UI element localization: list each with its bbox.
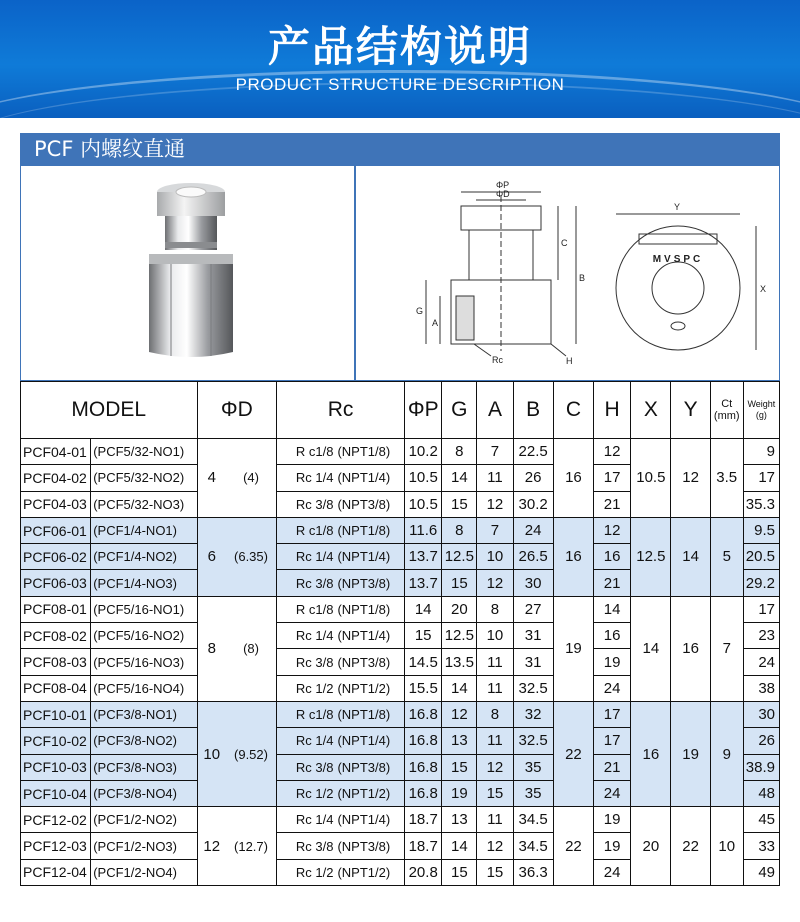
h-leader (551, 344, 566, 356)
fitting-photo-illustration (21, 166, 354, 380)
header-model: MODEL (21, 382, 198, 439)
npt-thread-cell: (NPT1/8) (336, 596, 404, 622)
weight-label: Weight (747, 399, 776, 409)
h-cell: 12 (594, 517, 631, 543)
header-banner (0, 0, 800, 118)
od-inch-cell: (4) (226, 439, 277, 518)
inch-model-cell: (PCF1/2-NO2) (91, 807, 197, 833)
b-cell: 35 (513, 754, 553, 780)
table-row (21, 517, 780, 543)
weight-cell: 26 (743, 728, 779, 754)
weight-cell: 23 (743, 623, 779, 649)
ct-cell: 9 (710, 701, 743, 806)
g-cell: 15 (442, 570, 477, 596)
drawing-thread-section (456, 296, 474, 340)
header-a: A (477, 382, 513, 439)
label-phi-p: ΦP (496, 180, 510, 190)
op-cell: 10.5 (405, 465, 442, 491)
rc-thread-cell: Rc 1/2 (277, 675, 337, 701)
end-view-circle (616, 226, 740, 350)
model-cell: PCF06-03 (21, 570, 91, 596)
a-cell: 8 (477, 596, 513, 622)
weight-cell: 17 (743, 596, 779, 622)
h-cell: 24 (594, 859, 631, 885)
g-cell: 15 (442, 491, 477, 517)
a-cell: 11 (477, 675, 513, 701)
a-cell: 10 (477, 623, 513, 649)
header-od: ΦD (197, 382, 277, 439)
header-y: Y (671, 382, 710, 439)
y-cell: 22 (671, 807, 710, 886)
a-cell: 12 (477, 570, 513, 596)
h-cell: 21 (594, 570, 631, 596)
model-cell: PCF06-01 (21, 517, 91, 543)
b-cell: 31 (513, 649, 553, 675)
inch-model-cell: (PCF3/8-NO3) (91, 754, 197, 780)
model-cell: PCF08-04 (21, 675, 91, 701)
weight-cell: 35.3 (743, 491, 779, 517)
model-cell: PCF08-01 (21, 596, 91, 622)
g-cell: 8 (442, 517, 477, 543)
inch-model-cell: (PCF3/8-NO4) (91, 780, 197, 806)
b-cell: 32.5 (513, 728, 553, 754)
h-cell: 16 (594, 544, 631, 570)
a-cell: 12 (477, 754, 513, 780)
spec-table (20, 381, 780, 886)
ct-label: Ct (721, 398, 733, 410)
inch-model-cell: (PCF3/8-NO2) (91, 728, 197, 754)
npt-thread-cell: (NPT3/8) (336, 570, 404, 596)
model-cell: PCF12-02 (21, 807, 91, 833)
g-cell: 12 (442, 701, 477, 727)
inch-model-cell: (PCF1/4-NO2) (91, 544, 197, 570)
inch-model-cell: (PCF1/4-NO3) (91, 570, 197, 596)
od-inch-cell: (12.7) (226, 807, 277, 886)
op-cell: 10.5 (405, 491, 442, 517)
rc-thread-cell: R c1/8 (277, 701, 337, 727)
weight-cell: 29.2 (743, 570, 779, 596)
weight-unit: (g) (755, 410, 767, 420)
technical-drawing (356, 166, 779, 380)
g-cell: 12.5 (442, 544, 477, 570)
weight-cell: 30 (743, 701, 779, 727)
model-cell: PCF12-04 (21, 859, 91, 885)
c-cell: 16 (553, 517, 593, 596)
b-cell: 32.5 (513, 675, 553, 701)
h-cell: 24 (594, 675, 631, 701)
b-cell: 30 (513, 570, 553, 596)
h-cell: 24 (594, 780, 631, 806)
h-cell: 16 (594, 623, 631, 649)
inch-model-cell: (PCF5/16-NO2) (91, 623, 197, 649)
hex-shoulder (149, 254, 233, 264)
dimension-drawing (356, 166, 779, 380)
product-image-row (20, 165, 780, 381)
table-header (21, 382, 780, 439)
label-c: C (561, 238, 568, 248)
op-cell: 16.8 (405, 780, 442, 806)
h-cell: 14 (594, 596, 631, 622)
npt-thread-cell: (NPT1/4) (336, 807, 404, 833)
g-cell: 14 (442, 833, 477, 859)
label-h: H (566, 356, 573, 366)
op-cell: 15 (405, 623, 442, 649)
g-cell: 13 (442, 728, 477, 754)
rc-thread-cell: Rc 1/4 (277, 465, 337, 491)
header-g: G (442, 382, 477, 439)
c-cell: 22 (553, 701, 593, 806)
op-cell: 13.7 (405, 570, 442, 596)
label-y: Y (674, 202, 681, 212)
a-cell: 12 (477, 833, 513, 859)
op-cell: 18.7 (405, 833, 442, 859)
table-body (21, 439, 780, 886)
rc-thread-cell: Rc 1/4 (277, 728, 337, 754)
h-cell: 17 (594, 728, 631, 754)
a-cell: 11 (477, 728, 513, 754)
model-cell: PCF08-02 (21, 623, 91, 649)
end-view-slot (671, 322, 685, 330)
g-cell: 14 (442, 465, 477, 491)
rc-thread-cell: Rc 3/8 (277, 754, 337, 780)
inch-model-cell: (PCF5/32-NO3) (91, 491, 197, 517)
product-photo (21, 166, 356, 380)
header-weight (743, 382, 779, 439)
inch-model-cell: (PCF5/16-NO1) (91, 596, 197, 622)
header-rc: Rc (277, 382, 405, 439)
b-cell: 34.5 (513, 833, 553, 859)
weight-cell: 9.5 (743, 517, 779, 543)
table-row (21, 807, 780, 833)
label-a: A (432, 318, 439, 328)
rc-thread-cell: Rc 1/2 (277, 859, 337, 885)
b-cell: 24 (513, 517, 553, 543)
weight-cell: 48 (743, 780, 779, 806)
npt-thread-cell: (NPT1/4) (336, 544, 404, 570)
inch-model-cell: (PCF5/32-NO1) (91, 439, 197, 465)
rc-leader (474, 344, 491, 356)
weight-cell: 38.9 (743, 754, 779, 780)
npt-thread-cell: (NPT1/8) (336, 701, 404, 727)
a-cell: 15 (477, 859, 513, 885)
b-cell: 35 (513, 780, 553, 806)
a-cell: 12 (477, 491, 513, 517)
op-cell: 16.8 (405, 701, 442, 727)
a-cell: 11 (477, 807, 513, 833)
op-cell: 10.2 (405, 439, 442, 465)
npt-thread-cell: (NPT1/4) (336, 728, 404, 754)
h-cell: 17 (594, 701, 631, 727)
label-rc: Rc (492, 355, 503, 365)
tube-hole (176, 187, 206, 197)
op-cell: 14.5 (405, 649, 442, 675)
model-cell: PCF10-03 (21, 754, 91, 780)
inch-model-cell: (PCF1/4-NO1) (91, 517, 197, 543)
npt-thread-cell: (NPT1/8) (336, 517, 404, 543)
ct-unit: (mm) (713, 410, 740, 422)
g-cell: 13 (442, 807, 477, 833)
table-row (21, 439, 780, 465)
end-view-flat (639, 234, 717, 244)
weight-cell: 20.5 (743, 544, 779, 570)
table-row (21, 701, 780, 727)
rc-thread-cell: Rc 3/8 (277, 570, 337, 596)
rc-thread-cell: Rc 1/4 (277, 623, 337, 649)
end-view-bore (652, 262, 704, 314)
model-cell: PCF10-01 (21, 701, 91, 727)
npt-thread-cell: (NPT1/2) (336, 859, 404, 885)
rc-thread-cell: Rc 1/4 (277, 807, 337, 833)
x-cell: 12.5 (631, 517, 671, 596)
rc-thread-cell: R c1/8 (277, 439, 337, 465)
label-phi-d: ΦD (496, 189, 510, 199)
inch-model-cell: (PCF1/2-NO3) (91, 833, 197, 859)
section-title: PCF 内螺纹直通 (20, 133, 780, 165)
x-cell: 20 (631, 807, 671, 886)
y-cell: 19 (671, 701, 710, 806)
model-cell: PCF04-02 (21, 465, 91, 491)
ct-cell: 10 (710, 807, 743, 886)
op-cell: 16.8 (405, 728, 442, 754)
od-cell: 6 (197, 517, 226, 596)
a-cell: 11 (477, 465, 513, 491)
g-cell: 15 (442, 859, 477, 885)
body-groove (165, 242, 217, 248)
rc-thread-cell: Rc 3/8 (277, 649, 337, 675)
od-inch-cell: (8) (226, 596, 277, 701)
model-cell: PCF06-02 (21, 544, 91, 570)
h-cell: 19 (594, 833, 631, 859)
npt-thread-cell: (NPT3/8) (336, 491, 404, 517)
b-cell: 32 (513, 701, 553, 727)
header-ct (710, 382, 743, 439)
npt-thread-cell: (NPT1/4) (336, 465, 404, 491)
h-cell: 17 (594, 465, 631, 491)
op-cell: 16.8 (405, 754, 442, 780)
a-cell: 8 (477, 701, 513, 727)
label-b: B (579, 273, 586, 283)
b-cell: 34.5 (513, 807, 553, 833)
g-cell: 12.5 (442, 623, 477, 649)
g-cell: 13.5 (442, 649, 477, 675)
y-cell: 14 (671, 517, 710, 596)
table-row (21, 596, 780, 622)
b-cell: 26.5 (513, 544, 553, 570)
a-cell: 15 (477, 780, 513, 806)
x-cell: 14 (631, 596, 671, 701)
c-cell: 22 (553, 807, 593, 886)
npt-thread-cell: (NPT1/4) (336, 623, 404, 649)
model-cell: PCF04-03 (21, 491, 91, 517)
model-cell: PCF10-02 (21, 728, 91, 754)
header-x: X (631, 382, 671, 439)
op-cell: 18.7 (405, 807, 442, 833)
od-cell: 12 (197, 807, 226, 886)
op-cell: 13.7 (405, 544, 442, 570)
ct-cell: 5 (710, 517, 743, 596)
rc-thread-cell: Rc 3/8 (277, 833, 337, 859)
op-cell: 15.5 (405, 675, 442, 701)
g-cell: 19 (442, 780, 477, 806)
inch-model-cell: (PCF1/2-NO4) (91, 859, 197, 885)
npt-thread-cell: (NPT3/8) (336, 754, 404, 780)
inch-model-cell: (PCF5/16-NO3) (91, 649, 197, 675)
model-cell: PCF04-01 (21, 439, 91, 465)
inch-model-cell: (PCF3/8-NO1) (91, 701, 197, 727)
weight-cell: 49 (743, 859, 779, 885)
a-cell: 10 (477, 544, 513, 570)
od-cell: 10 (197, 701, 226, 806)
model-cell: PCF08-03 (21, 649, 91, 675)
g-cell: 20 (442, 596, 477, 622)
weight-cell: 38 (743, 675, 779, 701)
banner-title: 产品结构说明 (267, 22, 532, 71)
od-inch-cell: (9.52) (226, 701, 277, 806)
header-c: C (553, 382, 593, 439)
a-cell: 7 (477, 517, 513, 543)
b-cell: 31 (513, 623, 553, 649)
rc-thread-cell: R c1/8 (277, 517, 337, 543)
header-op: ΦP (405, 382, 442, 439)
ct-cell: 7 (710, 596, 743, 701)
b-cell: 26 (513, 465, 553, 491)
label-x: X (760, 284, 767, 294)
inch-model-cell: (PCF5/32-NO2) (91, 465, 197, 491)
rc-thread-cell: Rc 1/2 (277, 780, 337, 806)
h-cell: 19 (594, 807, 631, 833)
rc-thread-cell: Rc 3/8 (277, 491, 337, 517)
weight-cell: 45 (743, 807, 779, 833)
op-cell: 14 (405, 596, 442, 622)
logo-text: MVSPC (652, 254, 704, 265)
banner-subtitle: PRODUCT STRUCTURE DESCRIPTION (235, 75, 565, 94)
npt-thread-cell: (NPT3/8) (336, 833, 404, 859)
g-cell: 15 (442, 754, 477, 780)
od-cell: 8 (197, 596, 226, 701)
npt-thread-cell: (NPT1/8) (336, 439, 404, 465)
ct-cell: 3.5 (710, 439, 743, 518)
hex-nut (149, 262, 233, 357)
x-cell: 10.5 (631, 439, 671, 518)
h-cell: 21 (594, 754, 631, 780)
g-cell: 8 (442, 439, 477, 465)
weight-cell: 17 (743, 465, 779, 491)
rc-thread-cell: R c1/8 (277, 596, 337, 622)
x-cell: 16 (631, 701, 671, 806)
a-cell: 7 (477, 439, 513, 465)
c-cell: 19 (553, 596, 593, 701)
weight-cell: 9 (743, 439, 779, 465)
model-cell: PCF12-03 (21, 833, 91, 859)
b-cell: 36.3 (513, 859, 553, 885)
y-cell: 12 (671, 439, 710, 518)
a-cell: 11 (477, 649, 513, 675)
npt-thread-cell: (NPT1/2) (336, 675, 404, 701)
npt-thread-cell: (NPT1/2) (336, 780, 404, 806)
od-inch-cell: (6.35) (226, 517, 277, 596)
y-cell: 16 (671, 596, 710, 701)
c-cell: 16 (553, 439, 593, 518)
op-cell: 20.8 (405, 859, 442, 885)
inch-model-cell: (PCF5/16-NO4) (91, 675, 197, 701)
h-cell: 19 (594, 649, 631, 675)
op-cell: 11.6 (405, 517, 442, 543)
od-cell: 4 (197, 439, 226, 518)
model-cell: PCF10-04 (21, 780, 91, 806)
b-cell: 27 (513, 596, 553, 622)
rc-thread-cell: Rc 1/4 (277, 544, 337, 570)
h-cell: 12 (594, 439, 631, 465)
header-h: H (594, 382, 631, 439)
header-b: B (513, 382, 553, 439)
weight-cell: 33 (743, 833, 779, 859)
b-cell: 22.5 (513, 439, 553, 465)
h-cell: 21 (594, 491, 631, 517)
npt-thread-cell: (NPT3/8) (336, 649, 404, 675)
weight-cell: 24 (743, 649, 779, 675)
b-cell: 30.2 (513, 491, 553, 517)
g-cell: 14 (442, 675, 477, 701)
label-g: G (416, 306, 424, 316)
